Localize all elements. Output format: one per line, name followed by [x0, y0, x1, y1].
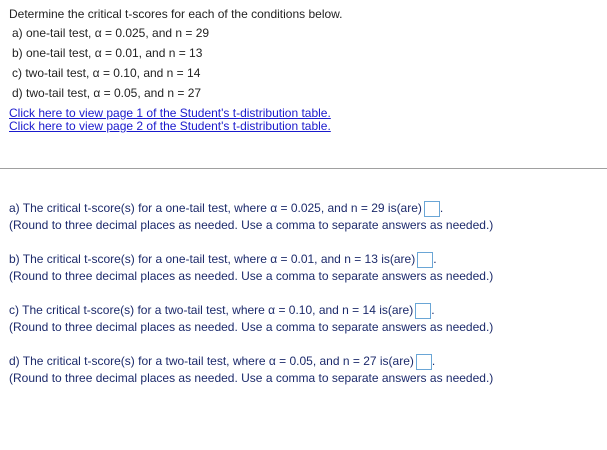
question-a-text: a) The critical t-score(s) for a one-tail test, where α = 0.025, and n = 29 is(are) — [9, 201, 422, 215]
question-d-period: . — [431, 354, 436, 368]
question-d — [9, 352, 604, 386]
instructions-text: Determine the critical t-scores for each of the conditions below. — [9, 7, 343, 21]
answer-a-input[interactable] — [424, 201, 440, 217]
answer-d-input[interactable] — [416, 354, 432, 370]
table-link-page-2-row — [9, 120, 599, 133]
condition-d: d) two-tail test, α = 0.05, and n = 27 — [12, 86, 202, 100]
question-c-period: . — [431, 303, 435, 317]
question-a-note: (Round to three decimal places as needed. Use a comma to separate answers as needed.) — [9, 218, 494, 232]
problem-statement — [9, 6, 599, 133]
question-a-period: . — [439, 201, 444, 215]
table-link-page-2[interactable]: Click here to view page 2 of the Student's t-distribution table. — [9, 119, 331, 133]
table-link-page-1[interactable]: Click here to view page 1 of the Student's t-distribution table. — [9, 106, 331, 120]
question-c — [9, 301, 604, 335]
condition-b: b) one-tail test, α = 0.01, and n = 13 — [12, 46, 203, 60]
question-a — [9, 199, 604, 233]
question-d-text: d) The critical t-score(s) for a two-tail test, where α = 0.05, and n = 27 is(are) — [9, 354, 414, 368]
question-b — [9, 250, 604, 284]
question-b-note: (Round to three decimal places as needed. Use a comma to separate answers as needed.) — [9, 269, 494, 283]
question-c-row — [9, 301, 604, 320]
question-b-row — [9, 250, 604, 269]
question-a-row — [9, 199, 604, 218]
question-c-note: (Round to three decimal places as needed. Use a comma to separate answers as needed.) — [9, 320, 494, 334]
question-d-row — [9, 352, 604, 371]
answer-b-input[interactable] — [417, 252, 433, 268]
condition-c: c) two-tail test, α = 0.10, and n = 14 — [12, 66, 201, 80]
question-d-note: (Round to three decimal places as needed. Use a comma to separate answers as needed.) — [9, 371, 494, 385]
question-c-text: c) The critical t-score(s) for a two-tail test, where α = 0.10, and n = 14 is(are) — [9, 303, 414, 317]
condition-a: a) one-tail test, α = 0.025, and n = 29 — [12, 26, 210, 40]
answer-c-input[interactable] — [415, 303, 431, 319]
section-divider — [0, 168, 607, 169]
question-b-text: b) The critical t-score(s) for a one-tail test, where α = 0.01, and n = 13 is(are) — [9, 252, 416, 266]
question-b-period: . — [433, 252, 437, 266]
